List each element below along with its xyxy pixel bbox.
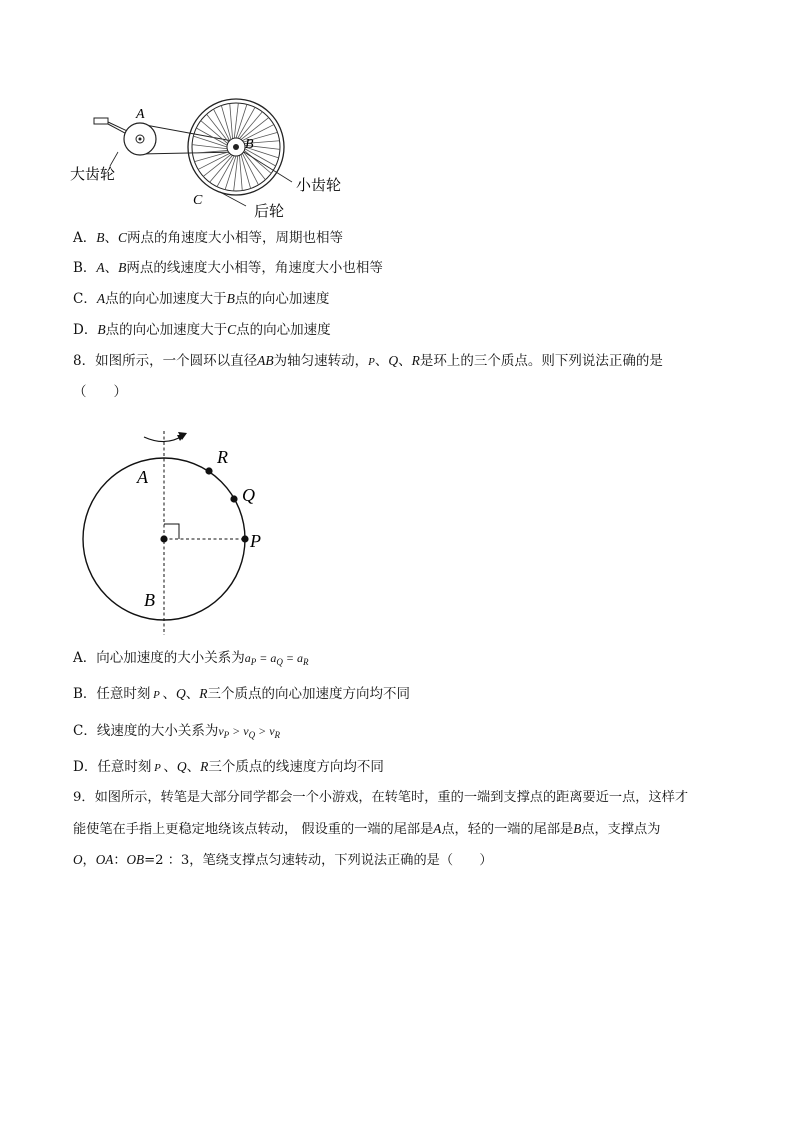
fig2-label-a: A (137, 467, 148, 487)
q8-stem: 8．如图所示，一个圆环以直径AB为轴匀速转动，P、Q、R是环上的三个质点。则下列说法正确的是 (73, 353, 663, 369)
wheel-spoke (217, 156, 234, 187)
q9-line-1: 9．如图所示，转笔是大部分同学都会一个小游戏，在转笔时，重的一端到支撑点的距离要近一点，这样才 (73, 790, 689, 805)
wheel-spoke (196, 128, 227, 145)
q7-option-b: B．A、B两点的线速度大小相等，角速度大小也相等 (73, 260, 383, 276)
q8-option-a: A．向心加速度的大小关系为$a_P = a_Q = a_R$ (73, 650, 309, 667)
q9-line-3: O，OA：OB=2 ：3，笔绕支撑点匀速转动，下列说法正确的是（ ） (73, 852, 493, 868)
fig1-label-small-gear: 小齿轮 (296, 176, 342, 194)
wheel-spoke (230, 103, 233, 138)
q8-option-c: C．线速度的大小关系为$v_P > v_Q > v_R$ (73, 723, 281, 740)
wheel-spoke (238, 107, 255, 138)
fig1-label-c: C (193, 193, 203, 208)
ring-rotation-figure (76, 425, 276, 640)
q8-option-d: D．任意时刻 P 、Q、R三个质点的线速度方向均不同 (73, 759, 384, 775)
wheel-spoke (239, 155, 242, 190)
q8-option-b: B．任意时刻 P 、Q、R三个质点的向心加速度方向均不同 (73, 686, 410, 702)
fig1-label-b: B (245, 137, 254, 152)
fig2-label-q: Q (242, 485, 255, 505)
fig1-label-a: A (136, 107, 145, 122)
q7-option-d: D．B点的向心加速度大于C点的向心加速度 (73, 322, 331, 338)
bicycle-gear-figure (70, 92, 342, 222)
fig1-label-rear-wheel: 后轮 (254, 202, 285, 220)
fig2-label-b: B (144, 590, 155, 610)
q7-option-a: A．B、C两点的角速度大小相等，周期也相等 (73, 230, 344, 246)
fig2-label-p: P (250, 531, 261, 551)
q8-paren: （ ） (73, 384, 127, 400)
fig1-label-big-gear: 大齿轮 (70, 165, 116, 183)
q7-option-c: C．A点的向心加速度大于B点的向心加速度 (73, 291, 330, 307)
fig2-label-r: R (217, 447, 228, 467)
q9-line-2: 能使笔在手指上更稳定地绕该点转动， 假设重的一端的尾部是A点，轻的一端的尾部是B点，支撑点为 (73, 821, 661, 837)
